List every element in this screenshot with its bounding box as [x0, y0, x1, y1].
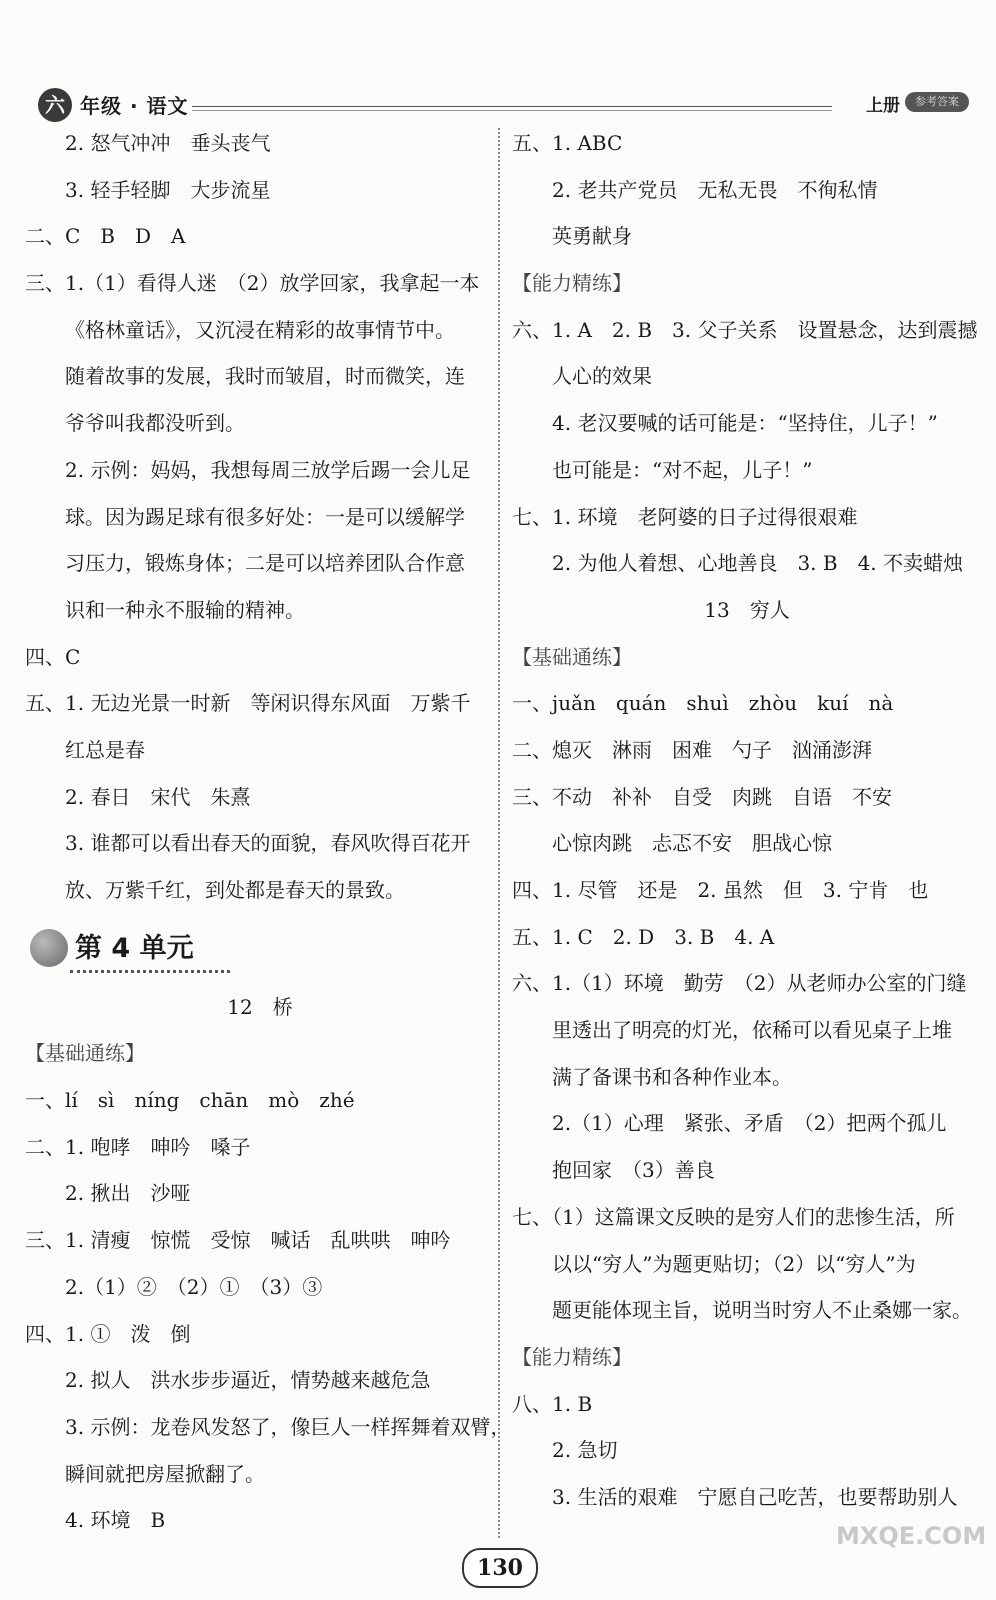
answer-line: 四、1. 尽管 还是 2. 虽然 但 3. 宁肯 也: [512, 878, 929, 902]
volume-label: 上册: [866, 96, 900, 116]
section-label: 【能力精练】: [512, 1344, 632, 1369]
answer-line: 三、1.（1）看得人迷 （2）放学回家，我拿起一本: [25, 271, 480, 296]
answer-line: 2. 揪出 沙哑: [65, 1181, 191, 1206]
answer-line: 识和一种永不服输的精神。: [65, 597, 305, 622]
answer-line: 五、1. C 2. D 3. B 4. A: [512, 924, 775, 949]
answer-line: 也可能是：“对不起，儿子！”: [552, 457, 813, 482]
left-answers-part2: [25, 984, 511, 1544]
answer-line: 六、1.（1）环境 勤劳 （2）从老师办公室的门缝: [512, 971, 967, 996]
answer-line: 球。因为踢足球有很多好处：一是可以缓解学: [65, 504, 465, 529]
answer-line: 六、1. A 2. B 3. 父子关系 设置悬念，达到震撼: [512, 317, 978, 342]
unit-heading: [25, 914, 495, 984]
answer-line: 心惊肉跳 忐忑不安 胆战心惊: [552, 831, 832, 856]
answer-line: 2. 怒气冲冲 垂头丧气: [65, 131, 271, 155]
grade-badge: 六: [38, 88, 72, 122]
right-column: [512, 120, 982, 1521]
page-number: 130: [462, 1548, 538, 1588]
answer-line: 里透出了明亮的灯光，依稀可以看见桌子上堆: [552, 1018, 952, 1043]
answer-line: 题更能体现主旨，说明当时穷人不止桑娜一家。: [552, 1298, 972, 1323]
answer-line: 抱回家 （3）善良: [552, 1158, 715, 1183]
answer-line: 八、1. B: [512, 1391, 593, 1416]
answer-line: 英勇献身: [552, 224, 632, 249]
header-rule-secondary: [192, 110, 832, 111]
column-divider: [498, 128, 500, 1538]
answer-line: 习压力，锻炼身体；二是可以培养团队合作意: [65, 551, 465, 576]
answer-line: 3. 示例：龙卷风发怒了，像巨人一样挥舞着双臂，: [65, 1414, 511, 1439]
answer-line: 红总是春: [65, 737, 145, 762]
answer-line: 瞬间就把房屋掀翻了。: [65, 1461, 265, 1486]
watermark: MXQE.COM: [836, 1522, 987, 1550]
lesson-title: 13 穷人: [704, 597, 790, 622]
answer-line: 一、lí sì níng chān mò zhé: [25, 1088, 355, 1113]
answer-line: 满了备课书和各种作业本。: [552, 1064, 792, 1089]
answer-line: 二、C B D A: [25, 224, 186, 249]
answer-key-badge: 参考答案: [905, 92, 969, 112]
answer-line: 三、不动 补补 自受 肉跳 自语 不安: [512, 784, 892, 809]
header-rule: [192, 106, 832, 107]
answer-line: 2. 拟人 洪水步步逼近，情势越来越危急: [65, 1368, 431, 1393]
answer-line: 3. 轻手轻脚 大步流星: [65, 177, 271, 202]
answer-line: 七、1. 环境 老阿婆的日子过得很艰难: [512, 504, 858, 529]
answer-line: 七、（1）这篇课文反映的是穷人们的悲惨生活，所: [512, 1204, 955, 1229]
answer-line: 2. 为他人着想、心地善良 3. B 4. 不卖蜡烛: [552, 551, 964, 576]
answer-line: 爷爷叫我都没听到。: [65, 411, 245, 436]
lesson-title: 12 桥: [227, 994, 293, 1019]
left-column: [25, 120, 511, 1544]
answer-line: 2. 示例：妈妈，我想每周三放学后踢一会儿足: [65, 457, 471, 482]
answer-line: 2.（1）心理 紧张、矛盾 （2）把两个孤儿: [552, 1111, 947, 1136]
answer-line: 四、1. ① 泼 倒: [25, 1321, 191, 1346]
answer-line: 以以“穷人”为题更贴切；（2）以“穷人”为: [552, 1251, 916, 1276]
page-header: [0, 0, 996, 125]
answer-line: 4. 环境 B: [65, 1508, 166, 1533]
answer-line: 3. 谁都可以看出春天的面貌，春风吹得百花开: [65, 831, 471, 856]
answer-line: 3. 生活的艰难 宁愿自己吃苦，也要帮助别人: [552, 1484, 958, 1509]
answer-line: 一、juǎn quán shuì zhòu kuí nà: [512, 691, 894, 716]
unit-title: 第 4 单元: [75, 932, 194, 964]
section-label: 【基础通练】: [512, 644, 632, 669]
answer-line: 二、熄灭 淋雨 困难 勺子 汹涌澎湃: [512, 737, 872, 762]
subject-label: 年级 · 语文: [80, 94, 189, 118]
answer-line: 2. 老共产党员 无私无畏 不徇私情: [552, 177, 878, 202]
answer-line: 放、万紫千红，到处都是春天的景致。: [65, 878, 405, 902]
answer-line: 二、1. 咆哮 呻吟 嗓子: [25, 1134, 251, 1159]
answer-line: 五、1. ABC: [512, 131, 623, 155]
answer-line: 2. 急切: [552, 1438, 618, 1463]
answer-line: 《格林童话》，又沉浸在精彩的故事情节中。: [65, 317, 455, 342]
unit-bullet-icon: [30, 929, 68, 967]
unit-underline: [70, 970, 230, 973]
answer-line: 随着故事的发展，我时而皱眉，时而微笑，连: [65, 364, 465, 389]
answer-line: 2.（1）② （2）① （3）③: [65, 1274, 323, 1299]
right-answers: [512, 120, 982, 1521]
answer-line: 4. 老汉要喊的话可能是：“坚持住，儿子！”: [552, 411, 938, 436]
answer-line: 人心的效果: [552, 364, 652, 389]
answer-line: 三、1. 清瘦 惊慌 受惊 喊话 乱哄哄 呻吟: [25, 1228, 451, 1253]
section-label: 【能力精练】: [512, 271, 632, 296]
answer-line: 五、1. 无边光景一时新 等闲识得东风面 万紫千: [25, 691, 471, 716]
answer-line: 四、C: [25, 644, 81, 669]
section-label: 【基础通练】: [25, 1041, 145, 1066]
answer-line: 2. 春日 宋代 朱熹: [65, 784, 251, 809]
left-answers-part1: [25, 120, 495, 914]
